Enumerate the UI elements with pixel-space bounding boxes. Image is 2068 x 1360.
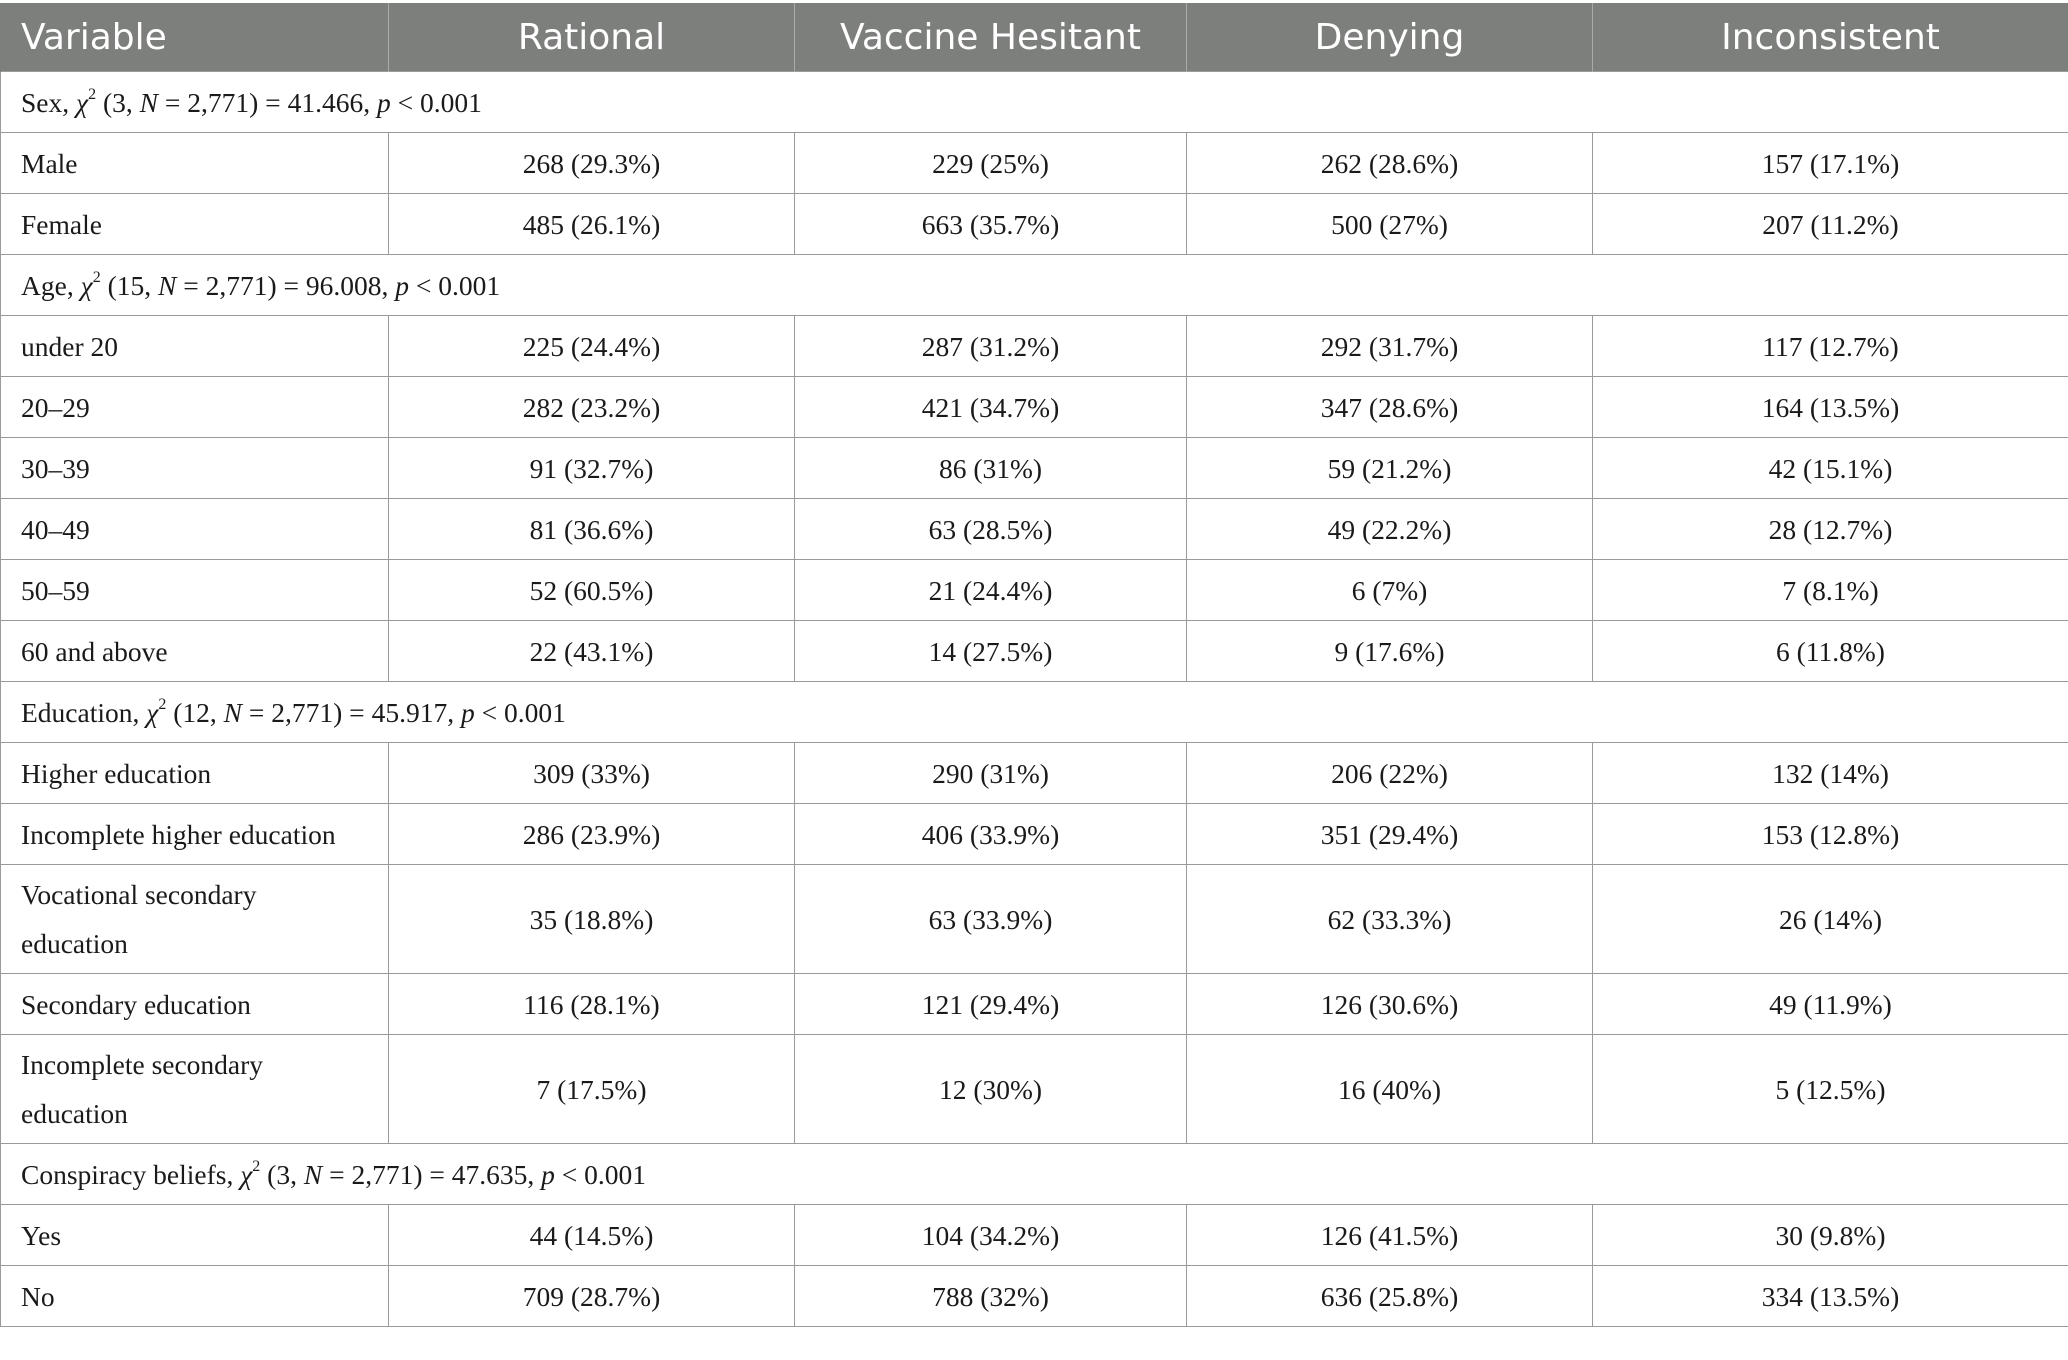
- table-cell: 81 (36.6%): [389, 499, 795, 560]
- group-n: 2,771: [351, 1158, 414, 1190]
- row-label-line: education: [21, 928, 128, 959]
- group-chi-value: 41.466: [287, 86, 364, 118]
- table-cell: 22 (43.1%): [389, 621, 795, 682]
- row-label-line: Vocational secondary: [21, 879, 257, 910]
- group-stat-label: Age, $\chi^2$ (15, N = 2,771) = 96.008, p < 0.001: [1, 255, 2068, 316]
- table-cell: 709 (28.7%): [389, 1266, 795, 1327]
- header-inconsistent: Inconsistent: [1593, 3, 2068, 72]
- table-cell: 132 (14%): [1593, 743, 2068, 804]
- table-cell: 28 (12.7%): [1593, 499, 2068, 560]
- row-label: 20–29: [1, 377, 389, 438]
- table-container: [0, 3, 2068, 1327]
- table-cell: 292 (31.7%): [1187, 316, 1593, 377]
- table-cell: 347 (28.6%): [1187, 377, 1593, 438]
- group-p-value: 0.001: [419, 86, 482, 118]
- table-cell: 229 (25%): [795, 133, 1187, 194]
- group-name: Conspiracy beliefs: [21, 1158, 227, 1190]
- table-cell: 126 (30.6%): [1187, 974, 1593, 1035]
- group-header-row: [1, 682, 2068, 743]
- table-row: [1, 865, 2068, 974]
- table-cell: 63 (28.5%): [795, 499, 1187, 560]
- header-vaccine-hesitant: Vaccine Hesitant: [795, 3, 1187, 72]
- table-cell: 116 (28.1%): [389, 974, 795, 1035]
- group-df: 15: [116, 269, 145, 301]
- row-label: Male: [1, 133, 389, 194]
- table-row: [1, 438, 2068, 499]
- row-label: Secondary education: [1, 974, 389, 1035]
- table-cell: 121 (29.4%): [795, 974, 1187, 1035]
- table-cell: 63 (33.9%): [795, 865, 1187, 974]
- row-label: 60 and above: [1, 621, 389, 682]
- table-cell: 126 (41.5%): [1187, 1205, 1593, 1266]
- table-cell: 207 (11.2%): [1593, 194, 2068, 255]
- group-n: 2,771: [271, 696, 334, 728]
- group-n: 2,771: [187, 86, 250, 118]
- table-cell: 164 (13.5%): [1593, 377, 2068, 438]
- row-label: Yes: [1, 1205, 389, 1266]
- table-cell: 6 (7%): [1187, 560, 1593, 621]
- table-cell: 351 (29.4%): [1187, 804, 1593, 865]
- table-row: [1, 1035, 2068, 1144]
- table-cell: 290 (31%): [795, 743, 1187, 804]
- table-cell: 44 (14.5%): [389, 1205, 795, 1266]
- table-cell: 9 (17.6%): [1187, 621, 1593, 682]
- table-cell: 225 (24.4%): [389, 316, 795, 377]
- group-header-row: [1, 1144, 2068, 1205]
- table-cell: 406 (33.9%): [795, 804, 1187, 865]
- table-cell: 421 (34.7%): [795, 377, 1187, 438]
- group-name: Age: [21, 269, 67, 301]
- table-cell: 7 (8.1%): [1593, 560, 2068, 621]
- header-row: [1, 3, 2068, 72]
- table-row: [1, 377, 2068, 438]
- table-row: [1, 974, 2068, 1035]
- table-cell: 62 (33.3%): [1187, 865, 1593, 974]
- table-cell: 12 (30%): [795, 1035, 1187, 1144]
- table-cell: 286 (23.9%): [389, 804, 795, 865]
- group-df: 12: [182, 696, 210, 728]
- table-cell: 500 (27%): [1187, 194, 1593, 255]
- group-p-value: 0.001: [584, 1158, 647, 1190]
- table-body: [1, 72, 2068, 1327]
- table-row: [1, 743, 2068, 804]
- group-stat-label: Education, $\chi^2$ (12, N = 2,771) = 45.917, p < 0.001: [1, 682, 2068, 743]
- table-cell: 117 (12.7%): [1593, 316, 2068, 377]
- table-cell: 5 (12.5%): [1593, 1035, 2068, 1144]
- table-cell: 663 (35.7%): [795, 194, 1187, 255]
- table-row: [1, 316, 2068, 377]
- results-table: [0, 3, 2068, 1327]
- table-cell: 35 (18.8%): [389, 865, 795, 974]
- row-label: Incomplete higher education: [1, 804, 389, 865]
- group-p-value: 0.001: [503, 696, 566, 728]
- row-label-line: education: [21, 1098, 128, 1129]
- table-cell: 287 (31.2%): [795, 316, 1187, 377]
- group-header-row: [1, 255, 2068, 316]
- group-df: 3: [276, 1158, 291, 1190]
- group-p-value: 0.001: [438, 269, 501, 301]
- table-cell: 26 (14%): [1593, 865, 2068, 974]
- row-label-line: Incomplete secondary: [21, 1049, 264, 1080]
- table-cell: 636 (25.8%): [1187, 1266, 1593, 1327]
- table-row: [1, 621, 2068, 682]
- table-cell: 16 (40%): [1187, 1035, 1593, 1144]
- table-cell: 282 (23.2%): [389, 377, 795, 438]
- row-label: 40–49: [1, 499, 389, 560]
- table-cell: 7 (17.5%): [389, 1035, 795, 1144]
- group-stat-label: Conspiracy beliefs, $\chi^2$ (3, N = 2,771) = 47.635, p < 0.001: [1, 1144, 2068, 1205]
- table-cell: 309 (33%): [389, 743, 795, 804]
- table-cell: 30 (9.8%): [1593, 1205, 2068, 1266]
- row-label: 30–39: [1, 438, 389, 499]
- group-n: 2,771: [205, 269, 268, 301]
- table-cell: 52 (60.5%): [389, 560, 795, 621]
- group-header-row: [1, 72, 2068, 133]
- table-cell: 104 (34.2%): [795, 1205, 1187, 1266]
- table-cell: 91 (32.7%): [389, 438, 795, 499]
- row-label: No: [1, 1266, 389, 1327]
- table-cell: 268 (29.3%): [389, 133, 795, 194]
- group-df: 3: [112, 86, 126, 118]
- table-cell: 206 (22%): [1187, 743, 1593, 804]
- header-variable: Variable: [1, 3, 389, 72]
- table-cell: 21 (24.4%): [795, 560, 1187, 621]
- table-cell: 334 (13.5%): [1593, 1266, 2068, 1327]
- table-cell: 86 (31%): [795, 438, 1187, 499]
- group-chi-value: 45.917: [371, 696, 448, 728]
- row-label: [1, 1035, 389, 1144]
- row-label: 50–59: [1, 560, 389, 621]
- group-stat-label: Sex, $\chi^2$ (3, N = 2,771) = 41.466, p < 0.001: [1, 72, 2068, 133]
- table-cell: 14 (27.5%): [795, 621, 1187, 682]
- table-cell: 485 (26.1%): [389, 194, 795, 255]
- group-name: Sex: [21, 86, 63, 118]
- table-row: [1, 499, 2068, 560]
- row-label: Female: [1, 194, 389, 255]
- table-cell: 788 (32%): [795, 1266, 1187, 1327]
- table-cell: 59 (21.2%): [1187, 438, 1593, 499]
- table-cell: 6 (11.8%): [1593, 621, 2068, 682]
- table-row: [1, 560, 2068, 621]
- group-name: Education: [21, 696, 133, 728]
- table-row: [1, 133, 2068, 194]
- group-chi-value: 96.008: [305, 269, 382, 301]
- table-cell: 42 (15.1%): [1593, 438, 2068, 499]
- row-label: under 20: [1, 316, 389, 377]
- table-cell: 153 (12.8%): [1593, 804, 2068, 865]
- header-rational: Rational: [389, 3, 795, 72]
- table-cell: 262 (28.6%): [1187, 133, 1593, 194]
- table-row: [1, 804, 2068, 865]
- row-label: Higher education: [1, 743, 389, 804]
- table-cell: 49 (11.9%): [1593, 974, 2068, 1035]
- header-denying: Denying: [1187, 3, 1593, 72]
- table-row: [1, 1205, 2068, 1266]
- table-cell: 49 (22.2%): [1187, 499, 1593, 560]
- table-cell: 157 (17.1%): [1593, 133, 2068, 194]
- row-label: [1, 865, 389, 974]
- table-row: [1, 1266, 2068, 1327]
- group-chi-value: 47.635: [451, 1158, 528, 1190]
- table-row: [1, 194, 2068, 255]
